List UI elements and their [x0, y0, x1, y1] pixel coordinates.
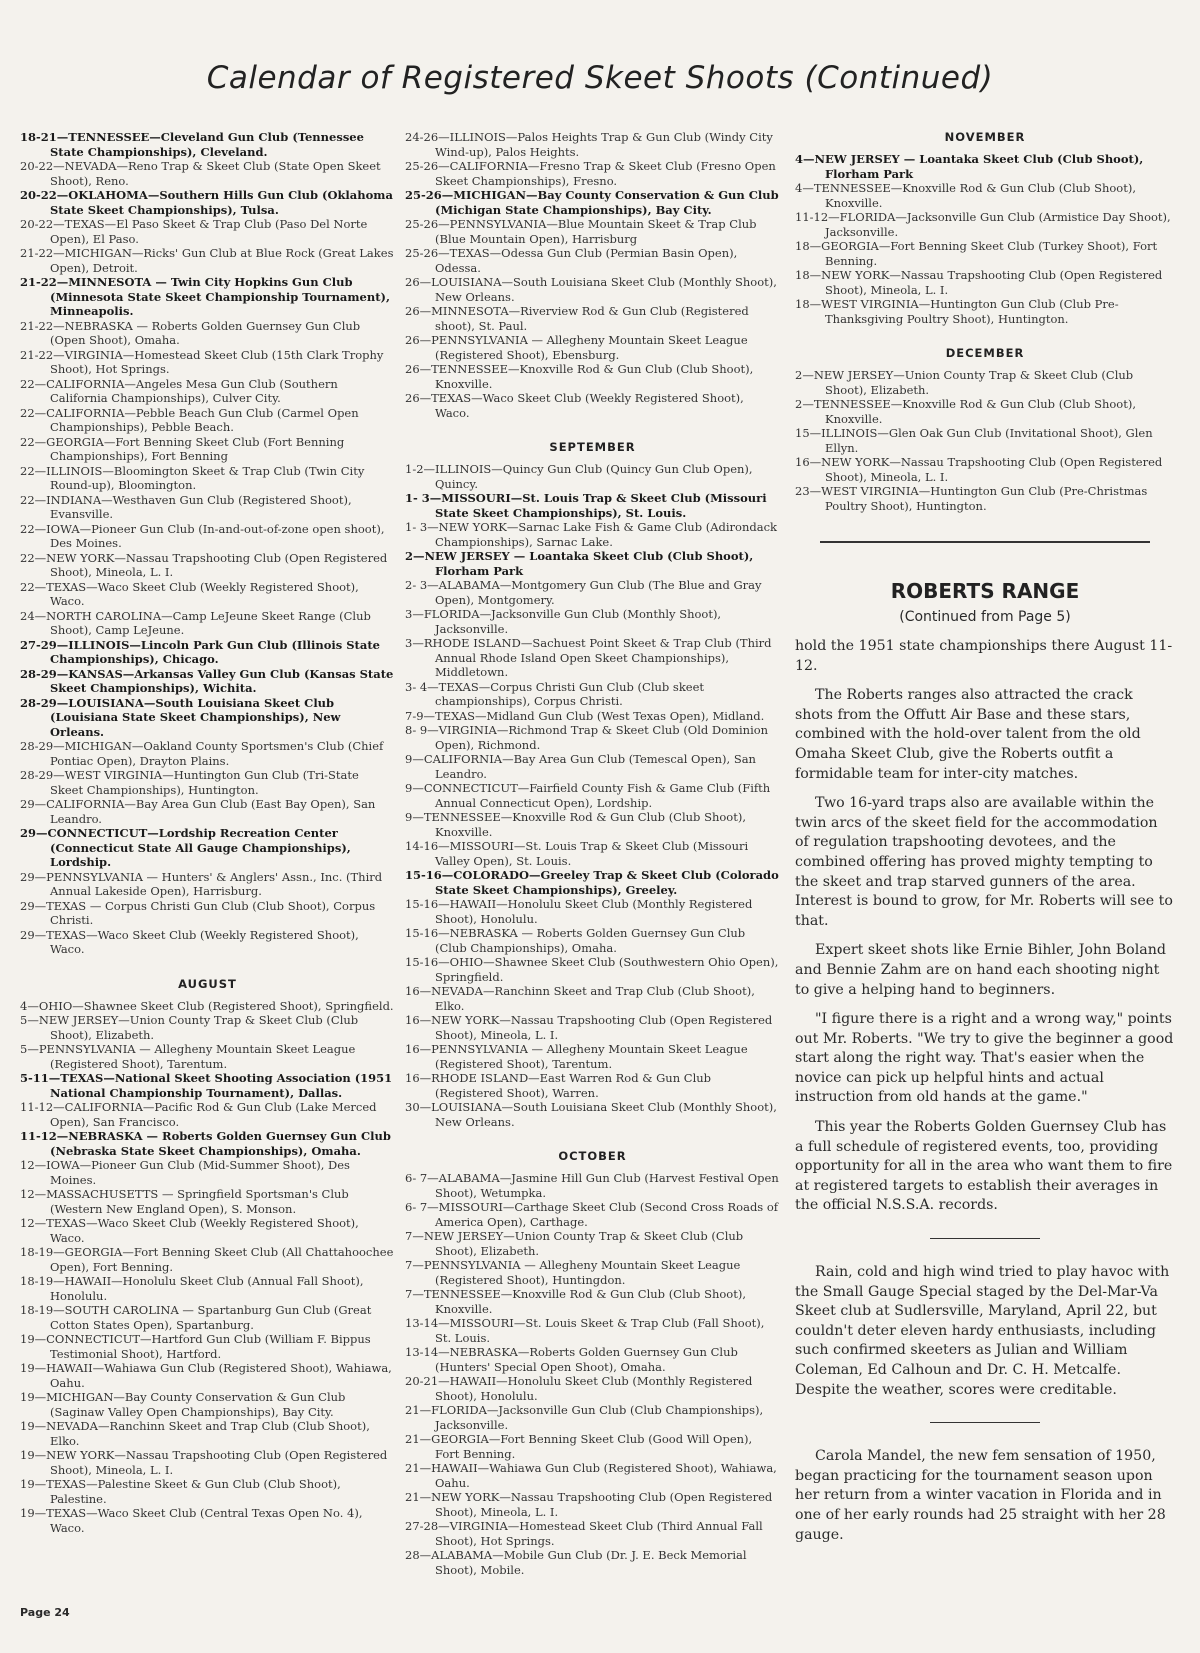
calendar-entry: 9—CONNECTICUT—Fairfield County Fish & Game Club (Fifth Annual Connecticut Open), Lordship. [405, 781, 771, 810]
calendar-column-left [20, 130, 395, 1535]
article-paragraph: Expert skeet shots like Ernie Bihler, John Boland and Bennie Zahm are on hand each shooting night to give a helping hand to beginners. [795, 942, 1166, 998]
page-number: Page 24 [20, 1606, 70, 1619]
page-title: Calendar of Registered Skeet Shoots (Continued) [206, 60, 994, 96]
calendar-entry: 26—LOUISIANA—South Louisiana Skeet Club (Monthly Shoot), New Orleans. [405, 275, 777, 304]
calendar-entry: 6- 7—MISSOURI—Carthage Skeet Club (Second Cross Roads of America Open), Carthage. [405, 1200, 779, 1229]
article-paragraph: Two 16-yard traps also are available within the twin arcs of the skeet field for the accommodation of regulation trapshooting devotees, and the combined offering has proved mighty tempting to the skeet and trap starved gunners of the area. Interest is bound to grow, for Mr. Roberts will see to that. [795, 795, 1173, 929]
calendar-entry: 19—TEXAS—Waco Skeet Club (Central Texas Open No. 4), Waco. [20, 1506, 363, 1535]
calendar-entry: 19—CONNECTICUT—Hartford Gun Club (William F. Bippus Testimonial Shoot), Hartford. [20, 1332, 371, 1361]
calendar-entry: 18—GEORGIA—Fort Benning Skeet Club (Turkey Shoot), Fort Benning. [795, 239, 1158, 268]
calendar-entry: 3- 4—TEXAS—Corpus Christi Gun Club (Club skeet championships), Corpus Christi. [405, 679, 705, 708]
calendar-entry: 24—NORTH CAROLINA—Camp LeJeune Skeet Range (Club Shoot), Camp LeJeune. [20, 608, 371, 637]
calendar-entry: 4—NEW JERSEY — Loantaka Skeet Club (Club Shoot), Florham Park [795, 152, 1144, 181]
calendar-entry: 30—LOUISIANA—South Louisiana Skeet Club (Monthly Shoot), New Orleans. [405, 1100, 777, 1129]
calendar-entry: 26—TEXAS—Waco Skeet Club (Weekly Registered Shoot), Waco. [405, 391, 744, 420]
month-heading-november: NOVEMBER [944, 130, 1026, 144]
calendar-entry: 22—TEXAS—Waco Skeet Club (Weekly Registered Shoot), Waco. [20, 579, 359, 608]
calendar-entry: 16—NEW YORK—Nassau Trapshooting Club (Open Registered Shoot), Mineola, L. I. [795, 455, 1163, 484]
calendar-entry: 20-22—TEXAS—El Paso Skeet & Trap Club (Paso Del Norte Open), El Paso. [20, 217, 368, 246]
calendar-entry: 11-12—FLORIDA—Jacksonville Gun Club (Armistice Day Shoot), Jacksonville. [795, 210, 1171, 239]
calendar-entry: 18—NEW YORK—Nassau Trapshooting Club (Open Registered Shoot), Mineola, L. I. [795, 268, 1163, 297]
news-note: Carola Mandel, the new fem sensation of 1950, began practicing for the tournament season upon her return from a winter vacation in Florida and in one of her early rounds had 25 straight with her 28 gauge. [795, 1448, 1166, 1543]
month-heading-october: OCTOBER [558, 1149, 627, 1163]
short-divider [930, 1238, 1040, 1239]
calendar-entry: 13-14—NEBRASKA—Roberts Golden Guernsey Gun Club (Hunters' Special Open Shoot), Omaha. [405, 1345, 738, 1374]
calendar-entry: 21—HAWAII—Wahiawa Gun Club (Registered Shoot), Wahiawa, Oahu. [405, 1461, 777, 1490]
news-note: Rain, cold and high wind tried to play havoc with the Small Gauge Special staged by the Del-Mar-Va Skeet club at Sudlersville, Maryland, April 22, but couldn't deter eleven hardy enthusiasts, including such confirmed skeeters as Julian and William Coleman, Ed Calhoun and Dr. C. H. Metcalfe. Despite the weather, scores were creditable. [795, 1264, 1170, 1398]
calendar-entry: 16—NEVADA—Ranchinn Skeet and Trap Club (Club Shoot), Elko. [405, 984, 755, 1013]
calendar-entry: 22—IOWA—Pioneer Gun Club (In-and-out-of-zone open shoot), Des Moines. [20, 521, 385, 550]
calendar-entry: 20-21—HAWAII—Honolulu Skeet Club (Monthly Registered Shoot), Honolulu. [405, 1374, 753, 1403]
calendar-entry: 18-19—GEORGIA—Fort Benning Skeet Club (All Chattahoochee Open), Fort Benning. [20, 1245, 394, 1274]
calendar-entry: 24-26—ILLINOIS—Palos Heights Trap & Gun Club (Windy City Wind-up), Palos Heights. [405, 130, 773, 159]
article-continued-note: (Continued from Page 5) [899, 609, 1071, 625]
article-title: ROBERTS RANGE [890, 579, 1080, 603]
calendar-entry: 21—FLORIDA—Jacksonville Gun Club (Club Championships), Jacksonville. [405, 1403, 764, 1432]
calendar-entry: 15-16—COLORADO—Greeley Trap & Skeet Club (Colorado State Skeet Championships), Greeley. [405, 868, 779, 897]
calendar-entry: 14-16—MISSOURI—St. Louis Trap & Skeet Club (Missouri Valley Open), St. Louis. [405, 839, 749, 868]
calendar-entry: 15-16—OHIO—Shawnee Skeet Club (Southwestern Ohio Open), Springfield. [405, 955, 779, 984]
calendar-entry: 26—TENNESSEE—Knoxville Rod & Gun Club (Club Shoot), Knoxville. [405, 362, 754, 391]
calendar-entry: 27-29—ILLINOIS—Lincoln Park Gun Club (Illinois State Championships), Chicago. [20, 637, 380, 666]
calendar-entry: 12—IOWA—Pioneer Gun Club (Mid-Summer Shoot), Des Moines. [20, 1158, 350, 1187]
calendar-entry: 28-29—KANSAS—Arkansas Valley Gun Club (Kansas State Skeet Championships), Wichita. [20, 666, 394, 695]
calendar-entry: 13-14—MISSOURI—St. Louis Skeet & Trap Club (Fall Shoot), St. Louis. [405, 1316, 765, 1345]
calendar-entry: 26—MINNESOTA—Riverview Rod & Gun Club (Registered shoot), St. Paul. [405, 304, 749, 333]
month-heading-december: DECEMBER [945, 346, 1025, 360]
calendar-entry: 18-21—TENNESSEE—Cleveland Gun Club (Tennessee State Championships), Cleveland. [20, 130, 364, 159]
calendar-entry: 25-26—PENNSYLVANIA—Blue Mountain Skeet & Trap Club (Blue Mountain Open), Harrisburg [405, 217, 757, 246]
calendar-entry: 15-16—NEBRASKA — Roberts Golden Guernsey Gun Club (Club Championships), Omaha. [405, 926, 746, 955]
calendar-entry: 20-22—NEVADA—Reno Trap & Skeet Club (State Open Skeet Shoot), Reno. [20, 159, 381, 188]
calendar-entry: 29—CALIFORNIA—Bay Area Gun Club (East Bay Open), San Leandro. [20, 797, 376, 826]
calendar-entry: 21-22—VIRGINIA—Homestead Skeet Club (15th Clark Trophy Shoot), Hot Springs. [20, 347, 384, 376]
calendar-entry: 25-26—CALIFORNIA—Fresno Trap & Skeet Club (Fresno Open Skeet Championships), Fresno. [405, 159, 776, 188]
calendar-entry: 9—TENNESSEE—Knoxville Rod & Gun Club (Club Shoot), Knoxville. [405, 810, 746, 839]
calendar-entry: 21-22—MICHIGAN—Ricks' Gun Club at Blue Rock (Great Lakes Open), Detroit. [20, 246, 394, 275]
calendar-entry: 6- 7—ALABAMA—Jasmine Hill Gun Club (Harvest Festival Open Shoot), Wetumpka. [405, 1171, 779, 1200]
calendar-entry: 22—GEORGIA—Fort Benning Skeet Club (Fort Benning Championships), Fort Benning [20, 434, 345, 463]
calendar-entry: 28-29—MICHIGAN—Oakland County Sportsmen's Club (Chief Pontiac Open), Drayton Plains. [20, 739, 384, 768]
calendar-entry: 18-19—HAWAII—Honolulu Skeet Club (Annual Fall Shoot), Honolulu. [20, 1274, 364, 1303]
calendar-entry: 5-11—TEXAS—National Skeet Shooting Association (1951 National Championship Tournament), Dallas. [20, 1071, 393, 1100]
month-heading-august: AUGUST [178, 976, 237, 991]
december-entry-list [795, 368, 1175, 513]
calendar-entry: 19—NEVADA—Ranchinn Skeet and Trap Club (Club Shoot), Elko. [20, 1419, 370, 1448]
august-entry-list [20, 999, 395, 1536]
article-paragraph: The Roberts ranges also attracted the crack shots from the Offutt Air Base and these stars, combined with the hold-over talent from the old Omaha Skeet Club, give the Roberts outfit a formidable team for inter-city matches. [795, 687, 1141, 782]
calendar-entry: 2—TENNESSEE—Knoxville Rod & Gun Club (Club Shoot), Knoxville. [795, 397, 1136, 426]
calendar-entry: 2—NEW JERSEY—Union County Trap & Skeet Club (Club Shoot), Elizabeth. [795, 368, 1134, 397]
calendar-entry: 23—WEST VIRGINIA—Huntington Gun Club (Pre-Christmas Poultry Shoot), Huntington. [795, 484, 1148, 513]
calendar-entry: 8- 9—VIRGINIA—Richmond Trap & Skeet Club (Old Dominion Open), Richmond. [405, 723, 769, 752]
calendar-entry: 25-26—TEXAS—Odessa Gun Club (Permian Basin Open), Odessa. [405, 246, 738, 275]
calendar-entry: 12—TEXAS—Waco Skeet Club (Weekly Registered Shoot), Waco. [20, 1216, 359, 1245]
calendar-entry: 19—NEW YORK—Nassau Trapshooting Club (Open Registered Shoot), Mineola, L. I. [20, 1448, 388, 1477]
article-paragraph: hold the 1951 state championships there August 11-12. [795, 638, 1173, 674]
calendar-entry: 19—MICHIGAN—Bay County Conservation & Gun Club (Saginaw Valley Open Championships), Bay City. [20, 1390, 346, 1419]
month-heading-september: SEPTEMBER [549, 440, 636, 454]
calendar-column-middle [405, 130, 780, 1577]
calendar-entry: 16—NEW YORK—Nassau Trapshooting Club (Open Registered Shoot), Mineola, L. I. [405, 1013, 773, 1042]
calendar-entry: 28—ALABAMA—Mobile Gun Club (Dr. J. E. Beck Memorial Shoot), Mobile. [405, 1548, 747, 1577]
calendar-entry: 26—PENNSYLVANIA — Allegheny Mountain Skeet League (Registered Shoot), Ebensburg. [405, 333, 748, 362]
calendar-entry: 5—PENNSYLVANIA — Allegheny Mountain Skeet League (Registered Shoot), Tarentum. [20, 1042, 356, 1071]
calendar-entry: 21—NEW YORK—Nassau Trapshooting Club (Open Registered Shoot), Mineola, L. I. [405, 1490, 773, 1519]
calendar-entry: 4—OHIO—Shawnee Skeet Club (Registered Shoot), Springfield. [20, 998, 394, 1013]
calendar-entry: 7—NEW JERSEY—Union County Trap & Skeet Club (Club Shoot), Elizabeth. [405, 1229, 744, 1258]
calendar-entry: 29—TEXAS—Waco Skeet Club (Weekly Registered Shoot), Waco. [20, 927, 359, 956]
calendar-entry: 1- 3—MISSOURI—St. Louis Trap & Skeet Club (Missouri State Skeet Championships), St. Louis. [405, 491, 767, 520]
calendar-entry: 22—ILLINOIS—Bloomington Skeet & Trap Club (Twin City Round-up), Bloomington. [20, 463, 365, 492]
calendar-entry: 18-19—SOUTH CAROLINA — Spartanburg Gun Club (Great Cotton States Open), Spartanburg. [20, 1303, 372, 1332]
calendar-entry: 15-16—HAWAII—Honolulu Skeet Club (Monthly Registered Shoot), Honolulu. [405, 897, 753, 926]
calendar-entry: 15—ILLINOIS—Glen Oak Gun Club (Invitational Shoot), Glen Ellyn. [795, 426, 1153, 455]
october-entry-list [405, 1171, 780, 1577]
calendar-entry: 19—HAWAII—Wahiawa Gun Club (Registered Shoot), Wahiawa, Oahu. [20, 1361, 392, 1390]
calendar-entry: 19—TEXAS—Palestine Skeet & Gun Club (Club Shoot), Palestine. [20, 1477, 341, 1506]
calendar-entry: 22—CALIFORNIA—Angeles Mesa Gun Club (Southern California Championships), Culver City. [20, 376, 338, 405]
august-late-entry-list [405, 130, 780, 420]
calendar-entry: 22—INDIANA—Westhaven Gun Club (Registered Shoot), Evansville. [20, 492, 352, 521]
calendar-entry: 29—PENNSYLVANIA — Hunters' & Anglers' Assn., Inc. (Third Annual Lakeside Open), Harrisburg. [20, 869, 383, 898]
november-entry-list [795, 152, 1175, 326]
article-paragraph: "I figure there is a right and a wrong way," points out Mr. Roberts. "We try to give the beginner a good start along the right way. That's easier when the novice can pick up helpful hints and actual instruction from old hands at the game." [795, 1011, 1174, 1106]
calendar-entry: 11-12—CALIFORNIA—Pacific Rod & Gun Club (Lake Merced Open), San Francisco. [20, 1100, 377, 1129]
calendar-entry: 1- 3—NEW YORK—Sarnac Lake Fish & Game Club (Adirondack Championships), Sarnac Lake. [405, 520, 777, 549]
calendar-entry: 29—CONNECTICUT—Lordship Recreation Center (Connecticut State All Gauge Championships), Lordship. [20, 826, 351, 869]
calendar-entry: 16—PENNSYLVANIA — Allegheny Mountain Skeet League (Registered Shoot), Tarentum. [405, 1042, 748, 1071]
calendar-entry: 5—NEW JERSEY—Union County Trap & Skeet Club (Club Shoot), Elizabeth. [20, 1013, 359, 1042]
calendar-entry: 28-29—LOUISIANA—South Louisiana Skeet Club (Louisiana State Skeet Championships), New Orleans. [20, 695, 341, 739]
calendar-entry: 22—CALIFORNIA—Pebble Beach Gun Club (Carmel Open Championships), Pebble Beach. [20, 405, 359, 434]
calendar-entry: 22—NEW YORK—Nassau Trapshooting Club (Open Registered Shoot), Mineola, L. I. [20, 550, 388, 579]
calendar-entry: 7—PENNSYLVANIA — Allegheny Mountain Skeet League (Registered Shoot), Huntingdon. [405, 1258, 741, 1287]
calendar-entry: 16—RHODE ISLAND—East Warren Rod & Gun Club (Registered Shoot), Warren. [405, 1071, 712, 1100]
calendar-entry: 4—TENNESSEE—Knoxville Rod & Gun Club (Club Shoot), Knoxville. [795, 181, 1136, 210]
july-entry-list [20, 130, 395, 957]
calendar-entry: 2- 3—ALABAMA—Montgomery Gun Club (The Blue and Gray Open), Montgomery. [405, 578, 762, 607]
calendar-column-right [795, 130, 1175, 1555]
calendar-entry: 2—NEW JERSEY — Loantaka Skeet Club (Club Shoot), Florham Park [405, 549, 754, 578]
calendar-entry: 21—GEORGIA—Fort Benning Skeet Club (Good Will Open), Fort Benning. [405, 1432, 753, 1461]
calendar-entry: 27-28—VIRGINIA—Homestead Skeet Club (Third Annual Fall Shoot), Hot Springs. [405, 1519, 763, 1548]
calendar-entry: 7—TENNESSEE—Knoxville Rod & Gun Club (Club Shoot), Knoxville. [405, 1287, 746, 1316]
calendar-entry: 18—WEST VIRGINIA—Huntington Gun Club (Club Pre-Thanksgiving Poultry Shoot), Huntington. [795, 297, 1119, 326]
calendar-entry: 1-2—ILLINOIS—Quincy Gun Club (Quincy Gun Club Open), Quincy. [405, 462, 753, 491]
calendar-entry: 21-22—MINNESOTA — Twin City Hopkins Gun Club (Minnesota State Skeet Championship Tournament), Minneapolis. [20, 275, 390, 318]
calendar-entry: 28-29—WEST VIRGINIA—Huntington Gun Club (Tri-State Skeet Championships), Huntington. [20, 768, 359, 797]
calendar-entry: 20-22—OKLAHOMA—Southern Hills Gun Club (Oklahoma State Skeet Championships), Tulsa. [20, 188, 393, 217]
calendar-entry: 25-26—MICHIGAN—Bay County Conservation & Gun Club (Michigan State Championships), Bay City. [405, 188, 779, 217]
article-paragraph: This year the Roberts Golden Guernsey Club has a full schedule of registered events, too, providing opportunity for all in the area who want them to fire at registered targets to establish their averages in the official N.S.S.A. records. [795, 1119, 1173, 1214]
calendar-entry: 11-12—NEBRASKA — Roberts Golden Guernsey Gun Club (Nebraska State Skeet Championships), Omaha. [20, 1129, 391, 1158]
calendar-entry: 21-22—NEBRASKA — Roberts Golden Guernsey Gun Club (Open Shoot), Omaha. [20, 318, 361, 347]
september-entry-list [405, 462, 780, 1129]
calendar-entry: 9—CALIFORNIA—Bay Area Gun Club (Temescal Open), San Leandro. [405, 752, 756, 781]
calendar-entry: 3—FLORIDA—Jacksonville Gun Club (Monthly Shoot), Jacksonville. [405, 607, 722, 636]
section-divider [820, 541, 1150, 543]
calendar-entry: 29—TEXAS — Corpus Christi Gun Club (Club Shoot), Corpus Christi. [20, 898, 376, 927]
calendar-entry: 7-9—TEXAS—Midland Gun Club (West Texas Open), Midland. [405, 708, 765, 723]
calendar-entry: 3—RHODE ISLAND—Sachuest Point Skeet & Trap Club (Third Annual Rhode Island Open Skeet Championships), Middletown. [405, 636, 772, 679]
calendar-entry: 12—MASSACHUSETTS — Springfield Sportsman's Club (Western New England Open), S. Monson. [20, 1187, 349, 1216]
short-divider [930, 1422, 1040, 1423]
